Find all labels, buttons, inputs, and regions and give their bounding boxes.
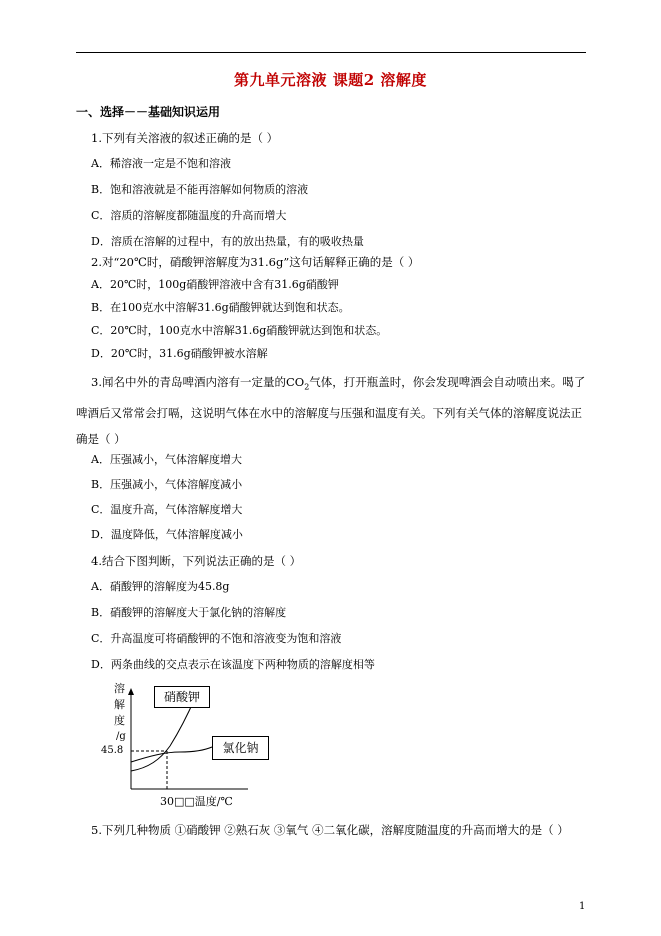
y-marker-label: 45.8 xyxy=(101,745,124,756)
q3-option-d: D．温度降低，气体溶解度减小 xyxy=(91,528,243,541)
q2-option-d: D．20℃时，31.6g硝酸钾被水溶解 xyxy=(91,347,268,360)
legend-nacl: 氯化钠 xyxy=(212,736,269,760)
q2-option-a: A．20℃时，100g硝酸钾溶液中含有31.6g硝酸钾 xyxy=(91,278,339,291)
y-axis-arrow xyxy=(128,688,134,695)
q4-option-a: A．硝酸钾的溶解度为45.8g xyxy=(91,580,230,593)
y-axis-label-char-2: 解 xyxy=(114,698,125,711)
q5-stem: 5.下列几种物质 ①硝酸钾 ②熟石灰 ③氧气 ④二氧化碳，溶解度随温度的升高而增大的是（ ） xyxy=(91,823,569,837)
q4-stem: 4.结合下图判断，下列说法正确的是（ ） xyxy=(91,554,302,568)
q4-option-b: B．硝酸钾的溶解度大于氯化钠的溶解度 xyxy=(91,606,287,619)
q3-stem: 3.闻名中外的青岛啤酒内溶有一定量的$CO_2$气体，打开瓶盖时，你会发现啤酒会自动喷出来。喝了啤酒后又常常会打嗝，这说明气体在水中的溶解度与压强和温度有关。下列有关气体的溶解度说法正确是（ ） xyxy=(76,375,586,447)
q4-option-c: C．升高温度可将硝酸钾的不饱和溶液变为饱和溶液 xyxy=(91,632,342,645)
q3-option-b: B．压强减小，气体溶解度减小 xyxy=(91,478,243,491)
x-axis-label: 30□□温度/℃ xyxy=(160,795,233,808)
q1-option-d: D．溶质在溶解的过程中，有的放出热量，有的吸收热量 xyxy=(91,235,364,248)
solubility-chart xyxy=(100,676,280,811)
y-axis-label-char-3: 度 xyxy=(114,714,125,727)
legend-kno3: 硝酸钾 xyxy=(154,686,210,708)
q1-option-a: A．稀溶液一定是不饱和溶液 xyxy=(91,157,231,170)
series-line-nacl xyxy=(131,747,212,762)
y-axis-label-char-4: /g xyxy=(116,731,126,742)
q2-stem: 2.对“20℃时，硝酸钾溶解度为31.6g”这句话解释正确的是（ ） xyxy=(91,255,420,269)
section-heading: 一、选择－－基础知识运用 xyxy=(76,105,221,119)
header-rule xyxy=(76,52,586,53)
q1-option-c: C．溶质的溶解度都随温度的升高而增大 xyxy=(91,209,287,222)
q2-option-b: B．在100克水中溶解31.6g硝酸钾就达到饱和状态。 xyxy=(91,301,350,314)
q3-option-c: C．温度升高，气体溶解度增大 xyxy=(91,503,243,516)
page-title: 第九单元溶液 课题2 溶解度 xyxy=(234,71,427,89)
series-line-kno3 xyxy=(131,698,195,771)
page-number: 1 xyxy=(579,901,586,912)
q2-option-c: C．20℃时，100克水中溶解31.6g硝酸钾就达到饱和状态。 xyxy=(91,324,388,337)
y-axis-label-char-1: 溶 xyxy=(114,682,125,695)
q3-option-a: A．压强减小，气体溶解度增大 xyxy=(91,453,242,466)
q4-option-d: D．两条曲线的交点表示在该温度下两种物质的溶解度相等 xyxy=(91,658,375,671)
q1-stem: 1.下列有关溶液的叙述正确的是（ ） xyxy=(91,131,279,145)
q1-option-b: B．饱和溶液就是不能再溶解如何物质的溶液 xyxy=(91,183,309,196)
